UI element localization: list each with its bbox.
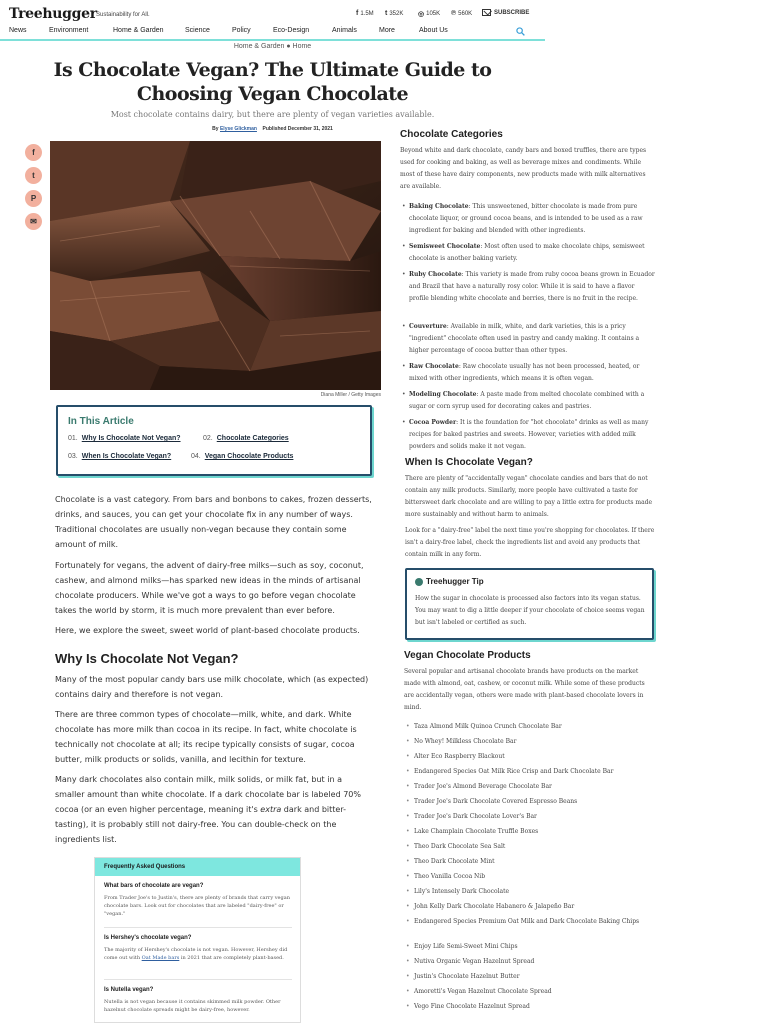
toc-link[interactable]: Why Is Chocolate Not Vegan?: [81, 435, 181, 442]
product-item: • No Whey! Milkless Chocolate Bar: [414, 737, 659, 747]
faq-divider: [104, 979, 292, 980]
category-text: : It is the foundation for "hot chocolate" drinks as well as many recipes for baked pastries and sweets. However, varieties with added milk powders and solids make it not vegan.: [409, 419, 649, 450]
subscribe-label: SUBSCRIBE: [494, 9, 530, 16]
product-item: • Theo Dark Chocolate Sea Salt: [414, 842, 659, 852]
article-subtitle: Most chocolate contains dairy, but there are plenty of vegan varieties available.: [110, 110, 435, 119]
pinterest-share-icon: P: [30, 194, 37, 203]
tip-text: How the sugar in chocolate is processed also factors into its vegan status. You may want to dig a little deeper if your chocolate of choice seems vegan but isn't labeled or certified as such.: [415, 595, 645, 626]
site-tagline: Sustainability for All.: [96, 12, 150, 18]
faq-box: [94, 857, 301, 1023]
list-item: [409, 201, 655, 237]
treehugger-tip: [405, 568, 654, 640]
faq-title: Frequently Asked Questions: [95, 858, 300, 876]
faq-question-3: Is Nutella vegan?: [104, 987, 154, 993]
text-emphasis: extra: [260, 805, 282, 814]
toc-num: 03.: [68, 453, 78, 460]
search-icon[interactable]: [516, 27, 525, 36]
categories-intro: Beyond white and dark chocolate, candy bars and boxed truffles, there are types used for cooking and baking, as well as beverage mixes and condiments. While most of these have dairy components, new products made with milk alternatives are available.: [400, 147, 647, 190]
pinterest-share-button[interactable]: [25, 190, 42, 207]
category-text: : Raw chocolate usually has not been processed, heated, or mixed with other ingredients, which means it is often vegan.: [409, 363, 640, 382]
pinterest-count: 560K: [458, 10, 473, 17]
nav-environment[interactable]: Environment: [49, 27, 89, 34]
product-item: • Alter Eco Raspberry Blackout: [414, 752, 659, 762]
product-item: • John Kelly Dark Chocolate Habanero & Jalapeño Bar: [414, 902, 659, 912]
nav-policy[interactable]: Policy: [232, 27, 251, 34]
product-item: • Lily's Intensely Dark Chocolate: [414, 887, 659, 897]
tip-title-text: Treehugger Tip: [426, 577, 484, 586]
nav-home-garden[interactable]: Home & Garden: [113, 27, 164, 34]
toc-num: 01.: [68, 435, 78, 442]
breadcrumb[interactable]: Home & Garden ● Home: [233, 43, 312, 50]
list-item: [409, 269, 655, 305]
paragraph-three-types: There are three common types of chocolate—milk, white, and dark. White chocolate has more milk than cocoa in its recipe. In fact, white chocolate is technically not chocolate at all; its recipe typically consists of sugar, cocoa butter, milk products or solids, vanilla, and lecithin for texture.: [55, 710, 357, 764]
faq-divider: [104, 927, 292, 928]
toc-item-2[interactable]: [203, 435, 289, 442]
product-item: • Enjoy Life Semi-Sweet Mini Chips: [414, 942, 659, 952]
text-span: in 2021 that are completely plant-based.: [179, 955, 284, 961]
nav-more[interactable]: More: [379, 27, 395, 34]
site-logo[interactable]: Treehugger: [9, 6, 97, 22]
list-item: [409, 241, 655, 265]
category-text: : Most often used to make chocolate chips, semisweet chocolate is another baking variety.: [409, 243, 645, 262]
email-share-button[interactable]: [25, 213, 42, 230]
paragraph-candy-bars: Many of the most popular candy bars use milk chocolate, which (as expected) contains dairy and therefore is not vegan.: [55, 675, 369, 699]
product-item: • Endangered Species Oat Milk Rice Crisp and Dark Chocolate Bar: [414, 767, 659, 777]
site-header: [0, 0, 779, 41]
pinterest-icon: ℗: [451, 10, 457, 17]
nav-news[interactable]: News: [9, 27, 27, 34]
faq-answer-1: From Trader Joe's to Justin's, there are plenty of brands that carry vegan chocolate bars. Look out for chocolates that are labeled "dairy-free" or "vegan.": [104, 895, 290, 917]
facebook-count: 1.5M: [360, 10, 374, 17]
category-text: : Available in milk, white, and dark varieties, this is a pricy "ingredient" chocolate often used in pastry and candy making. It contains a higher percentage of cocoa butter than other types.: [409, 323, 640, 354]
subscribe-button[interactable]: [482, 9, 529, 16]
product-item: • Theo Vanilla Cocoa Nib: [414, 872, 659, 882]
twitter-share-icon: t: [32, 171, 35, 180]
mail-icon: [482, 9, 491, 16]
text-span: dark and bitter-tasting), it is probably still not dairy-free. You can double-check on the ingredients list.: [55, 805, 347, 844]
instagram-follow[interactable]: [418, 10, 440, 18]
image-credit: Diana Miller / Getty Images: [320, 392, 381, 398]
twitter-follow[interactable]: [385, 10, 403, 17]
text-span: Many dark chocolates also contain milk, milk solids, or milk fat, but in a smaller amount than white chocolate. If a dark chocolate bar is labeled 70% cocoa (or an even higher percentage, meaning it's: [55, 775, 361, 814]
list-item: [409, 389, 655, 413]
facebook-share-icon: f: [32, 148, 35, 157]
leaf-icon: [415, 578, 423, 586]
toc-link[interactable]: Chocolate Categories: [216, 435, 289, 442]
main-nav: [0, 27, 779, 39]
category-text: : This unsweetened, bitter chocolate is made from pure chocolate liquor, or ground cocoa beans, and is intended to be used as a raw ingredient for baking and blended with other ingredients.: [409, 203, 643, 234]
paragraph-dark-chocolate: [55, 772, 373, 847]
table-of-contents: [56, 405, 372, 476]
facebook-share-button[interactable]: [25, 144, 42, 161]
hero-image: [50, 141, 381, 390]
product-item: • Taza Almond Milk Quinoa Crunch Chocolate Bar: [414, 722, 659, 732]
oat-made-link[interactable]: Oat Made bars: [141, 955, 180, 961]
heading-why-not-vegan: Why Is Chocolate Not Vegan?: [55, 651, 239, 666]
faq-answer-3: Nutella is not vegan because it contains skimmed milk powder. Other hazelnut chocolate spreads might be dairy-free, however.: [104, 999, 281, 1013]
product-item: • Trader Joe's Dark Chocolate Covered Espresso Beans: [414, 797, 659, 807]
category-name: Ruby Chocolate: [409, 271, 462, 278]
author-link[interactable]: Elyse Glickman: [219, 126, 257, 132]
nav-about-us[interactable]: About Us: [419, 27, 448, 34]
category-text: : This variety is made from ruby cocoa beans grown in Ecuador and Brazil that have a naturally rosy color. While it is said to have a flavor profile blending white chocolate and berries, there is no fruit in the recipe.: [409, 271, 655, 302]
category-text: : A paste made from melted chocolate combined with a sugar or corn syrup used for decorating cakes and pastries.: [409, 391, 645, 410]
instagram-icon: ◎: [418, 11, 425, 18]
nav-eco-design[interactable]: Eco-Design: [273, 27, 310, 34]
toc-num: 04.: [191, 453, 201, 460]
category-name: Modeling Chocolate: [409, 391, 477, 398]
product-item: • Trader Joe's Dark Chocolate Lover's Bar: [414, 812, 659, 822]
chocolate-photo: [50, 141, 381, 390]
tip-title: [415, 577, 484, 586]
toc-num: 02.: [203, 435, 213, 442]
list-item: [409, 361, 655, 385]
product-item: • Vego Fine Chocolate Hazelnut Spread: [414, 1002, 659, 1012]
category-name: Raw Chocolate: [409, 363, 459, 370]
list-item: [409, 321, 655, 357]
paragraph-explore: Here, we explore the sweet, sweet world of plant-based chocolate products.: [55, 626, 360, 635]
toc-item-4[interactable]: [191, 453, 293, 460]
facebook-follow[interactable]: [356, 10, 374, 17]
product-item: • Amoretti's Vegan Hazelnut Chocolate Spread: [414, 987, 659, 997]
facebook-icon: f: [356, 10, 359, 17]
toc-title: In This Article: [68, 416, 134, 427]
twitter-share-button[interactable]: [25, 167, 42, 184]
product-item: • Endangered Species Premium Oat Milk and Dark Chocolate Baking Chips: [414, 917, 659, 927]
faq-answer-2: [104, 946, 294, 962]
list-item: [409, 417, 655, 453]
when-vegan-p1: There are plenty of "accidentally vegan" chocolate candies and bars that do not contain any milk products. Similarly, more people have cultivated a taste for bittersweet dark chocolate and are willing to pay a little extra for products made more sustainably and without harm to animals.: [405, 475, 653, 518]
heading-when-vegan: When Is Chocolate Vegan?: [405, 457, 533, 468]
byline-by: By: [212, 126, 219, 132]
email-share-icon: ✉: [30, 217, 37, 226]
nav-accent-line: [0, 39, 545, 41]
instagram-count: 105K: [426, 11, 441, 17]
paragraph-dairy-free: Fortunately for vegans, the advent of dairy-free milks—such as soy, coconut, cashew, and almond milks—has sparked new ideas in the minds of artisanal chocolate producers. While we've got a ways to go before vegan chocolate takes the world by storm, it is much more prevalent than ever before.: [55, 561, 364, 615]
twitter-count: 352K: [389, 10, 404, 17]
text-span: The majority of Hershey's chocolate is not vegan. However, Hershey did come out with: [104, 947, 288, 961]
pinterest-follow[interactable]: [451, 10, 472, 17]
toc-link[interactable]: When Is Chocolate Vegan?: [81, 453, 172, 460]
paragraph-intro: Chocolate is a vast category. From bars and bonbons to cakes, frozen desserts, drinks, and sauces, you can get your chocolate fix in any number of ways. Traditional chocolates are usually non-vegan because they contain some amount of milk.: [55, 495, 372, 549]
published-date: Published December 31, 2021: [262, 126, 333, 132]
heading-vegan-products: Vegan Chocolate Products: [404, 650, 531, 661]
page-title: Is Chocolate Vegan? The Ultimate Guide to Choosing Vegan Chocolate: [53, 59, 492, 105]
product-item: • Lake Champlain Chocolate Truffle Boxes: [414, 827, 659, 837]
toc-link[interactable]: Vegan Chocolate Products: [204, 453, 294, 460]
when-vegan-p2: Look for a "dairy-free" label the next time you're shopping for chocolates. If there isn't a dairy-free label, check the ingredients list and avoid any products that contain milk in any form.: [405, 527, 655, 558]
category-name: Baking Chocolate: [409, 203, 469, 210]
heading-chocolate-categories: Chocolate Categories: [400, 129, 503, 140]
product-item: • Nutiva Organic Vegan Hazelnut Spread: [414, 957, 659, 967]
products-intro: Several popular and artisanal chocolate brands have products on the market made with almond, oat, cashew, or coconut milk. While some of these products are accidentally vegan, others were made with plant-based chocolate lovers in mind.: [404, 668, 645, 711]
faq-question-1: What bars of chocolate are vegan?: [104, 883, 204, 889]
product-item: • Trader Joe's Almond Beverage Chocolate Bar: [414, 782, 659, 792]
toc-item-1[interactable]: [68, 435, 181, 442]
twitter-icon: t: [385, 10, 388, 17]
category-name: Couverture: [409, 323, 447, 330]
nav-animals[interactable]: Animals: [332, 27, 357, 34]
product-item: • Justin's Chocolate Hazelnut Butter: [414, 972, 659, 982]
toc-item-3[interactable]: [68, 453, 171, 460]
product-item: • Theo Dark Chocolate Mint: [414, 857, 659, 867]
category-name: Semisweet Chocolate: [409, 243, 481, 250]
faq-question-2: Is Hershey's chocolate vegan?: [104, 935, 192, 941]
category-name: Cocoa Powder: [409, 419, 457, 426]
nav-science[interactable]: Science: [185, 27, 210, 34]
